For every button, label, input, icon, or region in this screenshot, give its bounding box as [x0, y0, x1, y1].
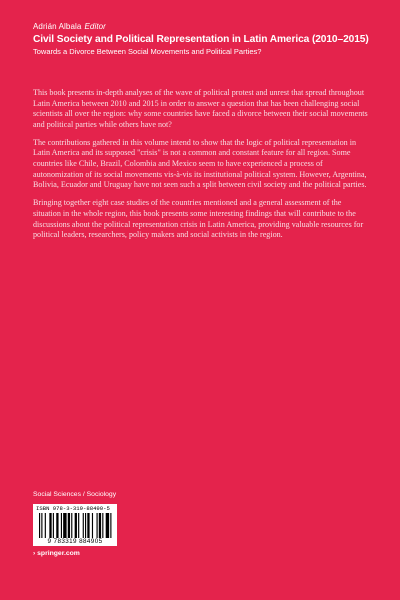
book-subtitle: Towards a Divorce Between Social Movements and Political Parties?: [33, 47, 262, 56]
barcode-bar: [53, 513, 54, 538]
blurb-paragraph: Bringing together eight case studies of the countries mentioned and a general assessment of the situation in the whole region, this book presents some interesting findings that will contribute to the discussions about the political representation crisis in Latin America, providing valuable resources for political leaders, researchers, policy makers and social activists in the region.: [33, 198, 364, 240]
blurb-text: [33, 88, 368, 248]
isbn-barcode: [33, 504, 117, 546]
barcode-bar: [83, 513, 84, 538]
barcode-bar: [92, 513, 93, 538]
subject-category: Social Sciences / Sociology: [33, 491, 117, 498]
editor-name: Adrián Albala: [33, 22, 82, 31]
barcode-bar: [99, 513, 101, 538]
barcode-bar: [102, 513, 103, 538]
barcode-bar: [41, 513, 42, 538]
barcode-bar: [56, 513, 58, 538]
barcode-bar: [49, 513, 51, 538]
barcode-bar: [45, 513, 46, 538]
isbn-number: ISBN 978-3-319-88490-5: [36, 505, 110, 512]
barcode-bar: [78, 513, 79, 538]
barcode-bar: [97, 513, 98, 538]
ean-digits: 9 783319 884905: [47, 538, 103, 545]
editor-role: Editor: [84, 22, 106, 31]
barcode-bar: [39, 513, 40, 538]
book-title: Civil Society and Political Representation in Latin America (2010–2015): [33, 34, 369, 45]
barcode-bar: [61, 513, 62, 538]
blurb-paragraph: This book presents in-depth analyses of the wave of political protest and unrest that spread throughout Latin America between 2010 and 2015 in order to answer a question that has been challenging social scientists all over the region: why some countries have faced a divorce between their social movements and political parties while others have not?: [33, 88, 368, 129]
editor-line: [33, 22, 378, 32]
barcode-bar: [85, 513, 86, 538]
barcode-bar: [87, 513, 89, 538]
barcode-bar: [106, 513, 109, 538]
barcode-bar: [110, 513, 111, 538]
barcode-bar: [68, 513, 70, 538]
publisher-url: › springer.com: [33, 550, 80, 557]
cover-header: [33, 22, 378, 57]
barcode-bar: [75, 513, 77, 538]
barcode-bar: [71, 513, 72, 538]
barcode-bars: [33, 513, 117, 538]
blurb-paragraph: The contributions gathered in this volume intend to show that the logic of political representation in Latin America and its supposed "crisis" is not a common and constant feature for all region. Some countries like Chile, Brazil, Colombia and Mexico seem to have experienced a process of autonomization of its social movements vis-à-vis its institutional political system. However, Argentina, Bolivia, Ecuador and Uruguay have not seen such a split between civil society and the political parties.: [33, 137, 367, 190]
barcode-bar: [63, 513, 66, 538]
